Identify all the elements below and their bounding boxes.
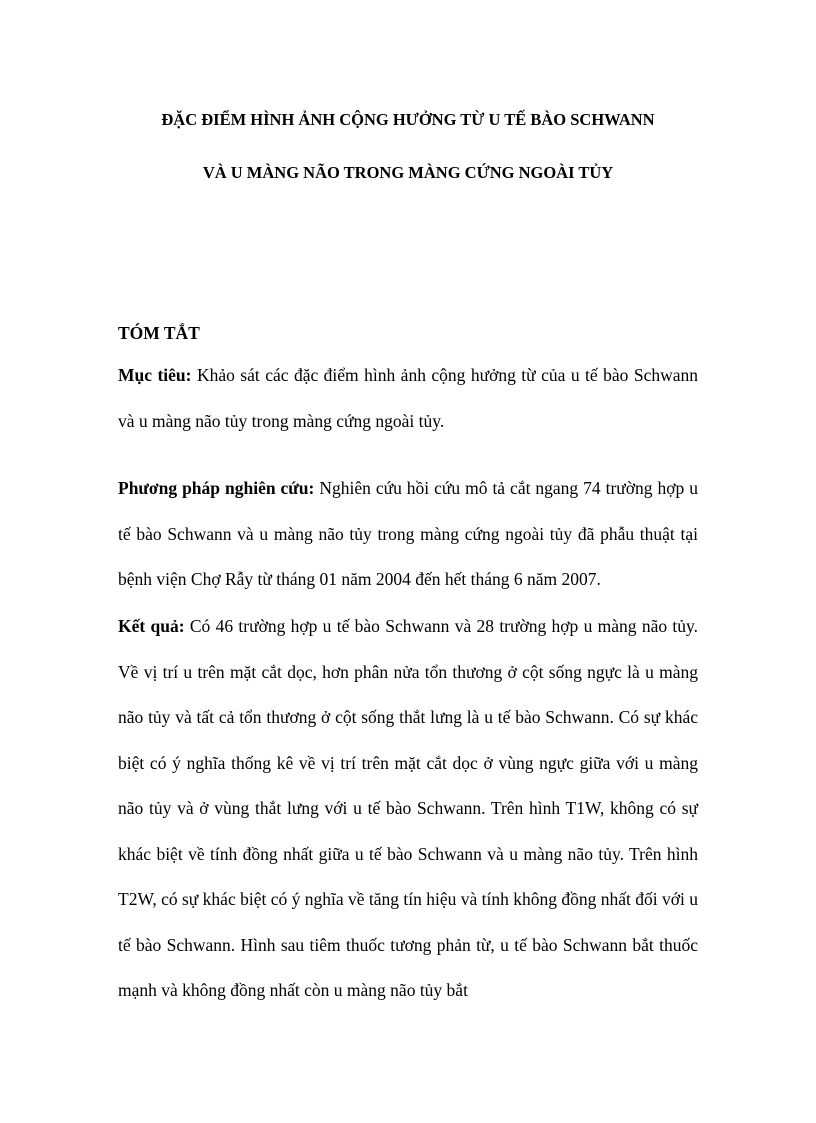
results-text: Có 46 trường hợp u tế bào Schwann và 28 trường hợp u màng não tủy. Về vị trí u trên mặt cắt dọc, hơn phân nửa tổn thương ở cột sống ngực là u màng não tủy và tất cả tổn thương ở cột sống thắt lưng là u tế bào Schwann. Có sự khác biệt có ý nghĩa thống kê về vị trí trên mặt cắt dọc ở vùng ngực giữa với u màng não tủy và ở vùng thắt lưng với u tế bào Schwann. Trên hình T1W, không có sự khác biệt về tính đồng nhất giữa u tế bào Schwann và u màng não tủy. Trên hình T2W, có sự khác biệt có ý nghĩa về tăng tín hiệu và tính không đồng nhất đối với u tế bào Schwann. Hình sau tiêm thuốc tương phản từ, u tế bào Schwann bắt thuốc mạnh và không đồng nhất còn u màng não tủy bắt	[118, 616, 699, 1000]
abstract-heading: TÓM TẮT	[118, 323, 200, 343]
document-title-line-1: ĐẶC ĐIỂM HÌNH ẢNH CỘNG HƯỞNG TỪ U TẾ BÀO SCHWANN	[161, 110, 655, 129]
document-page	[118, 0, 698, 1123]
objective-text: Khảo sát các đặc điểm hình ảnh cộng hưởng từ của u tế bào Schwann và u màng não tủy trong màng cứng ngoài tủy.	[118, 365, 698, 431]
results-label: Kết quả:	[118, 616, 185, 636]
objective-label: Mục tiêu:	[118, 365, 192, 385]
results-paragraph	[118, 604, 698, 1014]
methods-paragraph	[118, 466, 698, 603]
methods-text: Nghiên cứu hồi cứu mô tả cắt ngang 74 trường hợp u tế bào Schwann và u màng não tủy trong màng cứng ngoài tủy đã phẫu thuật tại bệnh viện Chợ Rẫy từ tháng 01 năm 2004 đến hết tháng 6 năm 2007.	[118, 478, 698, 589]
methods-label: Phương pháp nghiên cứu:	[118, 478, 315, 498]
objective-paragraph	[118, 353, 698, 444]
document-title-line-2: VÀ U MÀNG NÃO TRONG MÀNG CỨNG NGOÀI TỦY	[202, 163, 614, 182]
